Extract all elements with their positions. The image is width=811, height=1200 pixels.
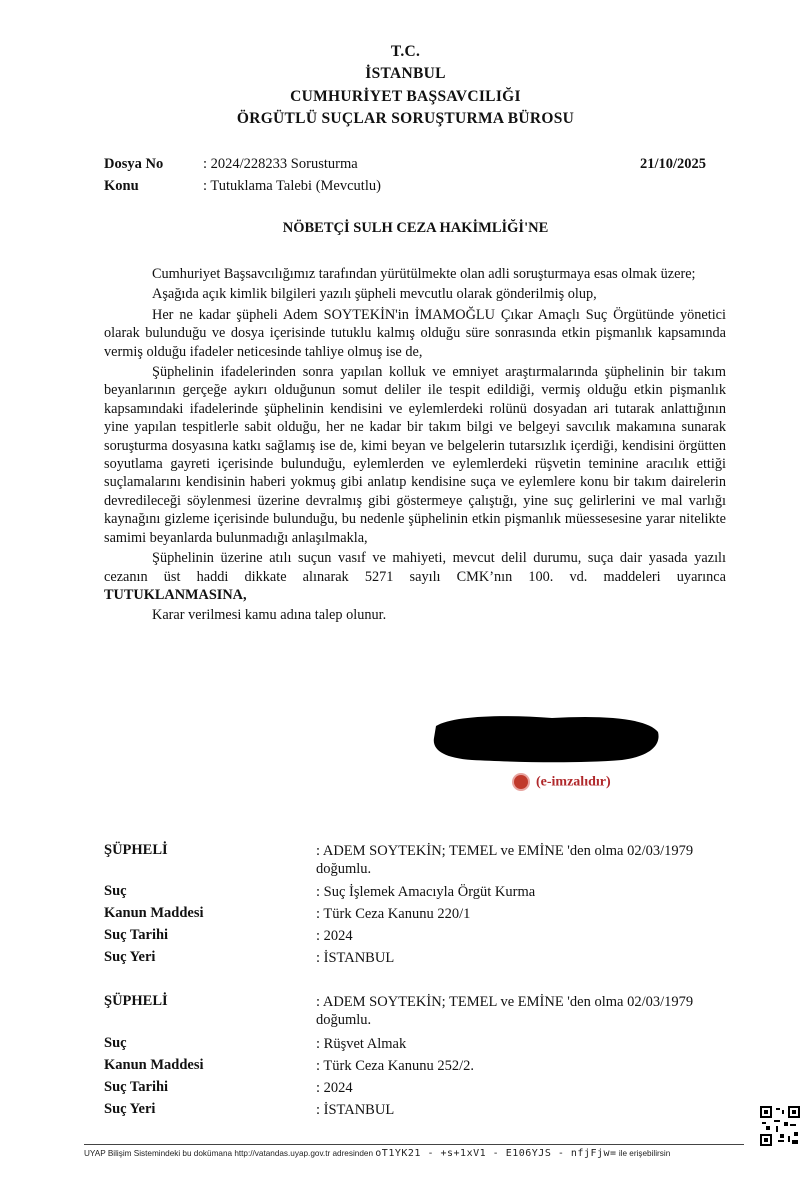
suspect-label: ŞÜPHELİ bbox=[104, 993, 168, 1009]
document-date: 21/10/2025 bbox=[640, 156, 707, 172]
tarih-value: : 2024 bbox=[316, 928, 353, 944]
konu-label: Konu bbox=[104, 178, 139, 194]
kanun-label: Kanun Maddesi bbox=[104, 1057, 204, 1073]
tutuklama-decision: TUTUKLANMASINA, bbox=[104, 586, 247, 603]
e-signature-label: (e-imzalıdır) bbox=[536, 774, 611, 790]
footer-divider bbox=[84, 1144, 744, 1145]
body-text bbox=[104, 265, 726, 625]
dosya-no-value: : 2024/228233 Sorusturma bbox=[203, 156, 358, 172]
yer-value: : İSTANBUL bbox=[316, 950, 395, 966]
suspect-value: : ADEM SOYTEKİN; TEMEL ve EMİNE 'den olma 02/03/1979 doğumlu. bbox=[316, 994, 694, 1028]
kanun-value: : Türk Ceza Kanunu 220/1 bbox=[316, 906, 471, 922]
addressee-title: NÖBETÇİ SULH CEZA HAKİMLİĞİ'NE bbox=[282, 220, 549, 236]
seal-icon bbox=[514, 775, 528, 789]
header-office: CUMHURİYET BAŞSAVCILIĞI bbox=[290, 88, 521, 105]
footer-suffix: ile erişebilirsin bbox=[618, 1149, 671, 1158]
suspect-value: : ADEM SOYTEKİN; TEMEL ve EMİNE 'den olma 02/03/1979 doğumlu. bbox=[316, 843, 694, 877]
dosya-no-label: Dosya No bbox=[104, 156, 164, 172]
paragraph-5 bbox=[104, 549, 726, 604]
paragraph-4: Şüphelinin ifadelerinden sonra yapılan kolluk ve emniyet araştırmalarında şüphelinin bir takım beyanlarının gerçeğe aykırı olduğunun somut deliler ile tespit edildiği, vermiş olduğu etkin pişmanlık kapsamındaki ifadelerinde şüphelinin kendisini ve eylemlerdeki rolünü dosyadan ari tutarak anlattığının yine yapılan tespitlerle sabit olduğu, her ne kadar bir takım bilgi ve belgeyi savcılık makamına sunarak soruşturma dosyasına katkı sağlamış ise de, kimi beyan ve belgelerin tutarsızlık içerdiği, kendisini örgütten soyutlama gayreti içerisinde bulunduğu, eylemlerden ve eylemlerdeki rüşvetin teminine aracılık ettiği suçlamalarını kendisinin haberi yokmuş gibi anlatıp kendisine suça ve eylemlere konu bir takım dairelerin devredileceği söylenmesi üzerine devralmış gibi göstermeye çalıştığı, yine suç gelirlerini ve mal varlığı kaynağını gizleme içerisinde bulunduğu, bu nedenle şüphelinin etkin pişmanlık müessesesine yarar nitelikte samimi beyanlarda bulunmadığı anlaşılmakla, bbox=[104, 364, 726, 546]
header-bureau: ÖRGÜTLÜ SUÇLAR SORUŞTURMA BÜROSU bbox=[236, 110, 575, 127]
paragraph-1: Cumhuriyet Başsavcılığımız tarafından yürütülmekte olan adli soruşturmaya esas olmak üzere; bbox=[152, 266, 696, 282]
paragraph-6: Karar verilmesi kamu adına talep olunur. bbox=[152, 607, 387, 624]
paragraph-3: Her ne kadar şüpheli Adem SOYTEKİN'in İMAMOĞLU Çıkar Amaçlı Suç Örgütünde yönetici olarak bulunduğu ve dosya içerisinde tutuklu kalmış olduğu süre sonrasında etkin pişmanlık kapsamında vermiş olduğu ifadeler neticesinde tahliye olmuş ise de, bbox=[104, 306, 726, 360]
konu-value: : Tutuklama Talebi (Mevcutlu) bbox=[203, 178, 381, 194]
header-tc: T.C. bbox=[390, 43, 421, 60]
suspect-label: ŞÜPHELİ bbox=[104, 842, 168, 858]
tarih-label: Suç Tarihi bbox=[104, 1079, 169, 1095]
paragraph-5-text: Şüphelinin üzerine atılı suçun vasıf ve mahiyeti, mevcut delil durumu, suça dair yasada yazılı cezanın üst haddi dikkate alınarak 5271 sayılı CMK’nın 100. vd. maddeleri uyarınca bbox=[104, 550, 726, 585]
qr-code bbox=[760, 1106, 800, 1146]
yer-value: : İSTANBUL bbox=[316, 1102, 395, 1118]
suc-value: : Rüşvet Almak bbox=[316, 1036, 407, 1052]
redacted-signature bbox=[432, 712, 662, 764]
footer-text bbox=[84, 1148, 670, 1159]
header-city: İSTANBUL bbox=[365, 65, 446, 82]
e-signature bbox=[514, 773, 611, 793]
suc-label: Suç bbox=[104, 1035, 127, 1051]
footer-prefix: UYAP Bilişim Sistemindeki bu dokümana http://vatandas.uyap.gov.tr adresinden bbox=[84, 1149, 373, 1158]
paragraph-2: Aşağıda açık kimlik bilgileri yazılı şüpheli mevcutlu olarak gönderilmiş olup, bbox=[152, 286, 597, 303]
yer-label: Suç Yeri bbox=[104, 949, 156, 965]
suc-label: Suç bbox=[104, 883, 127, 899]
suc-value: : Suç İşlemek Amacıyla Örgüt Kurma bbox=[316, 884, 536, 900]
tarih-label: Suç Tarihi bbox=[104, 927, 169, 943]
kanun-value: : Türk Ceza Kanunu 252/2. bbox=[316, 1058, 474, 1074]
tarih-value: : 2024 bbox=[316, 1080, 353, 1096]
yer-label: Suç Yeri bbox=[104, 1101, 156, 1117]
kanun-label: Kanun Maddesi bbox=[104, 905, 204, 921]
verification-code: oT1YK21 - +s+1xV1 - E106YJS - nfjFjw= bbox=[375, 1148, 617, 1159]
